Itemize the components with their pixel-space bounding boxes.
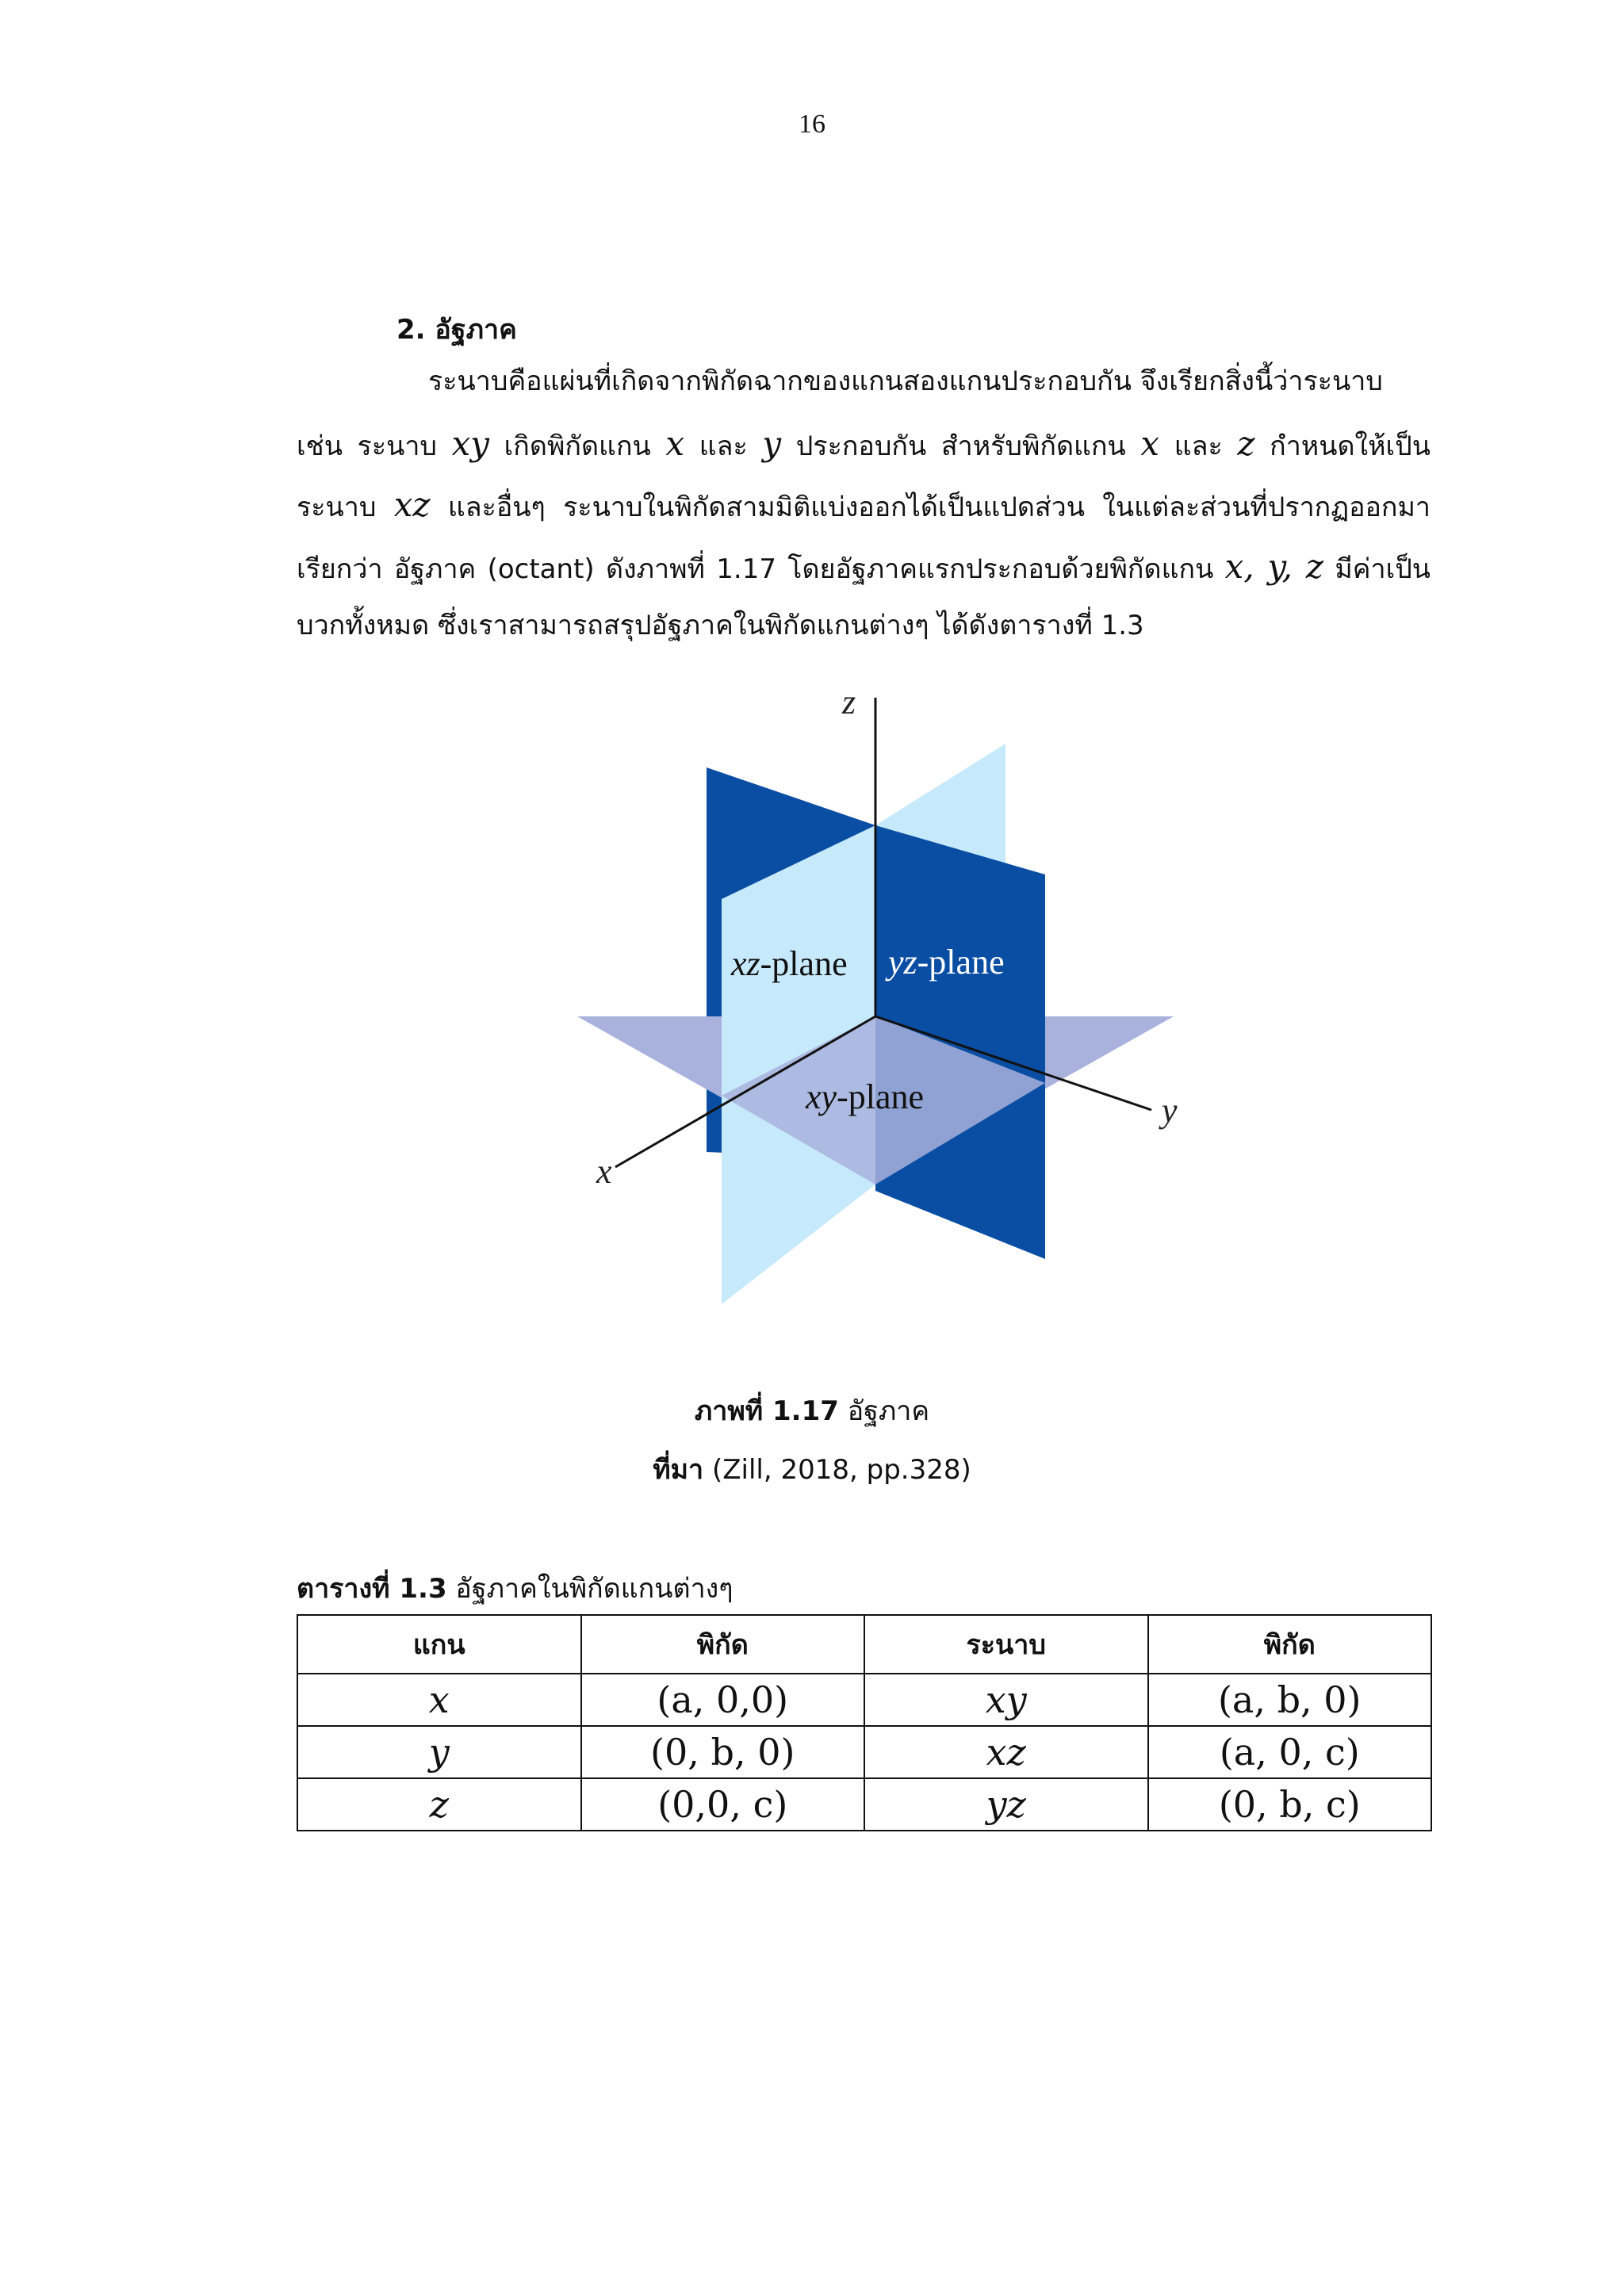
header-axis: แกน — [297, 1615, 581, 1674]
text: กำหนดให้เป็น — [1270, 430, 1431, 462]
table-row — [297, 1674, 1431, 1726]
figure-caption — [0, 1389, 1624, 1432]
figure-source — [0, 1448, 1624, 1490]
paragraph-line-2 — [297, 424, 1431, 464]
cell-plane-coord: (a, b, 0) — [1148, 1674, 1432, 1726]
xy-plane-label: xy-plane — [806, 1077, 924, 1116]
text: ระนาบ — [297, 492, 377, 523]
table-title — [297, 1567, 733, 1609]
caption-label: ภาพที่ 1.17 — [694, 1395, 839, 1427]
cell-axis: x — [297, 1674, 581, 1726]
cell-axis-coord: (0, b, 0) — [581, 1726, 865, 1778]
x-axis-label: x — [596, 1152, 612, 1191]
source-text: (Zill, 2018, pp.328) — [711, 1454, 971, 1486]
math-z: z — [1237, 424, 1255, 463]
header-plane: ระนาบ — [864, 1615, 1148, 1674]
figure-octant-planes — [555, 690, 1189, 1324]
cell-axis: y — [297, 1726, 581, 1778]
paragraph-line-3 — [297, 485, 1431, 525]
source-label: ที่มา — [653, 1454, 704, 1486]
caption-text: อัฐภาค — [847, 1395, 930, 1427]
z-axis-label: z — [842, 690, 856, 721]
paragraph-line-4 — [297, 547, 1431, 587]
text: ประกอบกัน สำหรับพิกัดแกน — [795, 430, 1126, 462]
text: และอื่นๆ ระนาบในพิกัดสามมิติแบ่งออกได้เป็นแปดส่วน ในแต่ละส่วนที่ปรากฏออกมา — [447, 492, 1431, 523]
text: และ — [1174, 430, 1223, 462]
table-header-row — [297, 1615, 1431, 1674]
table-title-text: อัฐภาคในพิกัดแกนต่างๆ — [455, 1573, 733, 1605]
cell-plane: xy — [864, 1674, 1148, 1726]
math-xz: xz — [393, 485, 431, 524]
section-heading: 2. อัฐภาค — [396, 314, 517, 346]
cell-axis-coord: (a, 0,0) — [581, 1674, 865, 1726]
math-y: y — [762, 424, 782, 463]
table-row — [297, 1726, 1431, 1778]
math-xy: xy — [451, 424, 490, 463]
octant-table — [297, 1614, 1432, 1831]
cell-plane-coord: (0, b, c) — [1148, 1778, 1432, 1831]
table-row — [297, 1778, 1431, 1831]
table-title-label: ตารางที่ 1.3 — [297, 1573, 447, 1605]
cell-axis: z — [297, 1778, 581, 1831]
text: เรียกว่า อัฐภาค (octant) ดังภาพที่ 1.17 โดยอัฐภาคแรกประกอบด้วยพิกัดแกน — [297, 553, 1214, 585]
page-number: 16 — [799, 109, 825, 139]
header-axis-coord: พิกัด — [581, 1615, 865, 1674]
text: เกิดพิกัดแกน — [504, 430, 651, 462]
text: และ — [699, 430, 748, 462]
math-xyz: x, y, z — [1224, 547, 1324, 586]
cell-plane: yz — [864, 1778, 1148, 1831]
header-plane-coord: พิกัด — [1148, 1615, 1432, 1674]
math-x: x — [665, 424, 685, 463]
cell-plane-coord: (a, 0, c) — [1148, 1726, 1432, 1778]
text: มีค่าเป็น — [1335, 553, 1431, 585]
text: เช่น ระนาบ — [297, 430, 437, 462]
yz-plane-label: yz-plane — [888, 943, 1005, 982]
math-x: x — [1140, 424, 1160, 463]
paragraph-line-1: ระนาบคือแผ่นที่เกิดจากพิกัดฉากของแกนสองแกนประกอบกัน จึงเรียกสิ่งนี้ว่าระนาบ — [428, 365, 1383, 397]
cell-plane: xz — [864, 1726, 1148, 1778]
y-axis-label: y — [1162, 1091, 1178, 1130]
xz-plane-label: xz-plane — [731, 944, 848, 983]
paragraph-line-5: บวกทั้งหมด ซึ่งเราสามารถสรุปอัฐภาคในพิกัดแกนต่างๆ ได้ดังตารางที่ 1.3 — [297, 610, 1144, 641]
cell-axis-coord: (0,0, c) — [581, 1778, 865, 1831]
